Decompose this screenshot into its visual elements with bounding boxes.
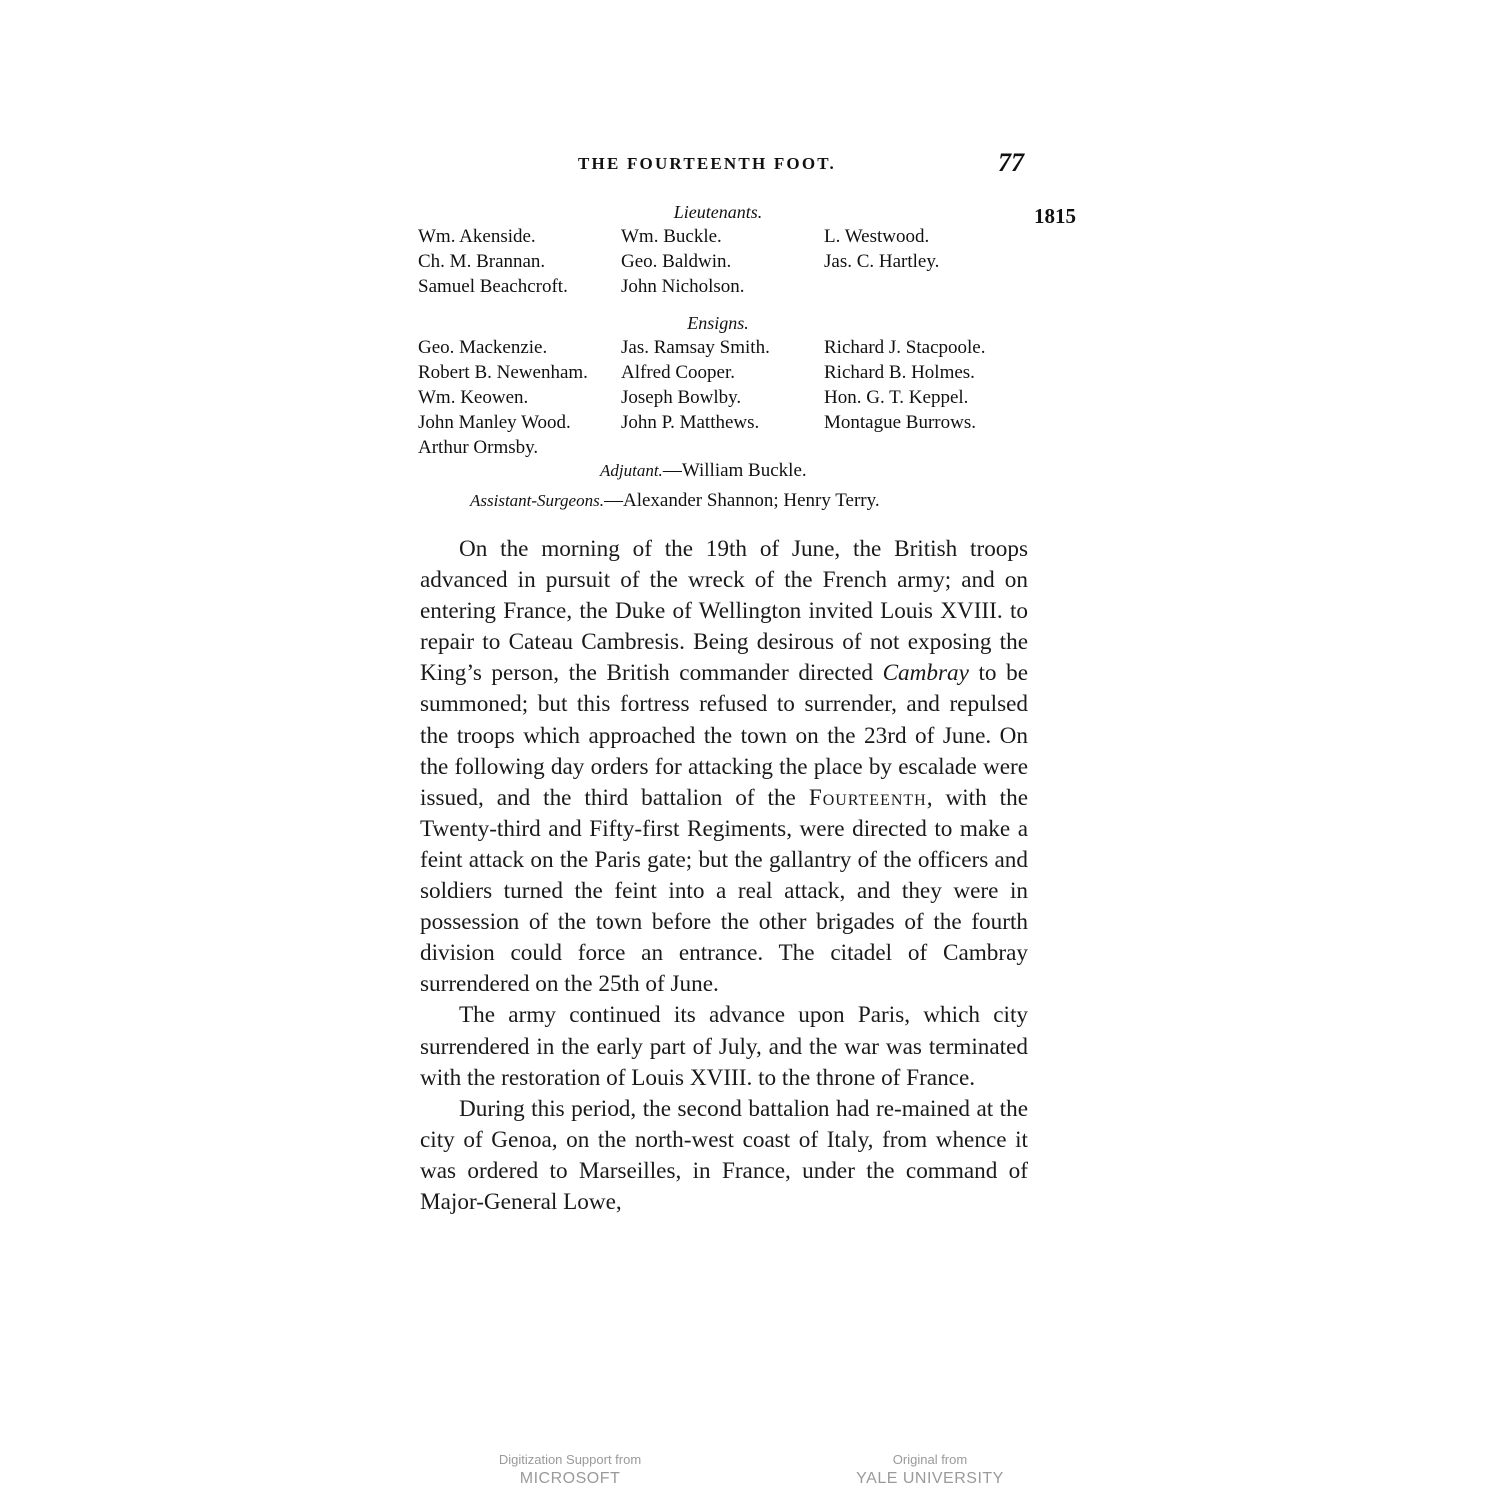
- paragraph-text: to be summoned; but this fortress refused to surrender, and repulsed the troops which approached the town on the 23rd of June. On the following day orders for attacking the place by escalade were issued, and the third battalion of the: [420, 660, 1028, 811]
- assistant-surgeons-names: —Alexander Shannon; Henry Terry.: [603, 490, 880, 511]
- ensign-name: Hon. G. T. Keppel.: [824, 387, 969, 408]
- assistant-surgeons-line: [470, 490, 880, 512]
- paragraph-text: On the morning of the 19th of June, the British troops advanced in pursuit of the wreck of the French army; and on entering France, the Duke of Wellington invited Louis XVIII. to repair to Cateau Cambresis. Being desirous of not exposing the King’s person, the British commander directed: [420, 536, 1028, 687]
- paragraph-paris: The army continued its advance upon Paris, which city surrendered in the early part of July, and the war was terminated with the restoration of Louis XVIII. to the throne of France.: [420, 1002, 1028, 1091]
- lieutenant-name: Jas. C. Hartley.: [824, 251, 940, 272]
- ensign-name: Robert B. Newenham.: [418, 362, 588, 383]
- lieutenant-name: Ch. M. Brannan.: [418, 251, 546, 272]
- ensigns-heading: Ensigns.: [687, 313, 749, 333]
- margin-year: 1815: [1034, 204, 1076, 228]
- body-text: [420, 534, 1028, 1218]
- lieutenant-name: [824, 275, 1024, 298]
- ensign-name: John Manley Wood.: [418, 412, 571, 433]
- ensign-name: Joseph Bowlby.: [621, 387, 742, 408]
- adjutant-label: Adjutant.: [600, 461, 663, 480]
- ensigns-list: [418, 336, 1024, 459]
- original-source-label: Original from: [892, 1452, 968, 1467]
- lieutenant-name: John Nicholson.: [621, 276, 745, 297]
- lieutenant-name: Wm. Akenside.: [418, 226, 536, 247]
- digitization-sponsor: MICROSOFT: [519, 1470, 621, 1487]
- ensign-name: Jas. Ramsay Smith.: [621, 337, 770, 358]
- ensign-name: Wm. Keowen.: [418, 387, 529, 408]
- adjutant-line: [600, 460, 807, 482]
- running-title: THE FOURTEENTH FOOT.: [578, 154, 836, 173]
- lieutenants-list: [418, 225, 1024, 298]
- original-source-name: YALE UNIVERSITY: [856, 1470, 1004, 1487]
- adjutant-name: —William Buckle.: [662, 460, 807, 481]
- digitization-credit: [470, 1452, 670, 1488]
- paragraph-genoa: During this period, the second battalion had re-mained at the city of Genoa, on the north-west coast of Italy, from whence it was ordered to Marseilles, in France, under the command of Major-General Lowe,: [420, 1095, 1028, 1215]
- ensign-name: [824, 436, 1024, 459]
- lieutenant-name: Samuel Beachcroft.: [418, 276, 568, 297]
- digitization-label: Digitization Support from: [498, 1452, 642, 1467]
- paragraph-cambray: [420, 534, 1028, 1000]
- ensign-name: [621, 436, 824, 459]
- italic-place-name: Cambray: [882, 660, 969, 687]
- ensign-name: Richard J. Stacpoole.: [824, 337, 986, 358]
- ensign-name: Geo. Mackenzie.: [418, 337, 548, 358]
- lieutenant-name: Wm. Buckle.: [621, 226, 722, 247]
- ensign-name: Richard B. Holmes.: [824, 362, 975, 383]
- original-source-credit: [830, 1452, 1030, 1488]
- lieutenant-name: L. Westwood.: [824, 226, 930, 247]
- lieutenant-name: Geo. Baldwin.: [621, 251, 732, 272]
- assistant-surgeons-label: Assistant-Surgeons.: [470, 491, 604, 510]
- ensign-name: Montague Burrows.: [824, 412, 976, 433]
- page-number: 77: [998, 148, 1024, 177]
- regiment-name: Fourteenth: [808, 784, 927, 811]
- ensign-name: John P. Matthews.: [621, 412, 760, 433]
- ensign-name: Alfred Cooper.: [621, 362, 735, 383]
- paragraph-text: , with the Twenty-third and Fifty-first Regiments, were directed to make a feint attack on the Paris gate; but the gallantry of the officers and soldiers turned the feint into a real attack, and they were in possession of the town before the other brigades of the fourth division could force an entrance. The citadel of Cambray surrendered on the 25th of June.: [420, 784, 1028, 998]
- lieutenants-heading: Lieutenants.: [673, 202, 763, 222]
- ensign-name: Arthur Ormsby.: [418, 437, 539, 458]
